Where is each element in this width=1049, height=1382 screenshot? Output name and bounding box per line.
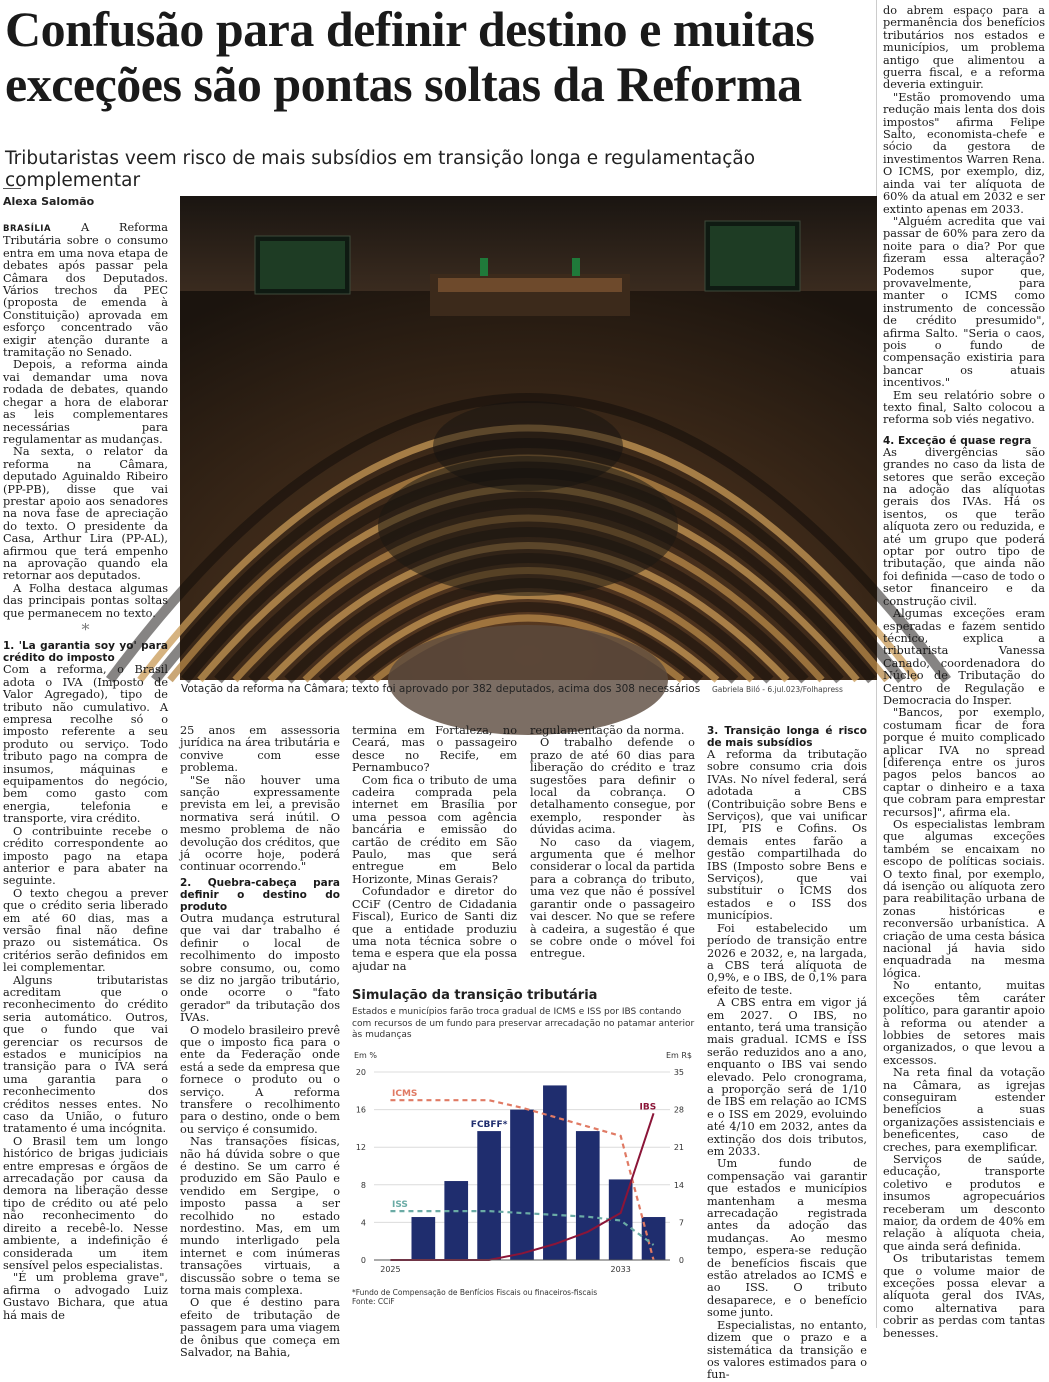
- right-tick-label: 14: [673, 1180, 684, 1190]
- right-tick-label: 28: [673, 1105, 684, 1115]
- paragraph: O Brasil tem um longo histórico de brigas judiciais entre empresas e órgãos de arrecadação por causa da demora na liberação desse tipo de crédito ou até pelo não reconhecimento do direito a recebê-lo. Nesse ambiente, a indefinição é considerada um item sensível pelos especialistas.: [3, 1134, 168, 1272]
- fcbff-bar: [411, 1217, 435, 1260]
- paragraph: Na sexta, o relator da reforma na Câmara, deputado Aguinaldo Ribeiro (PP-PB), disse que vai prestar apoio aos senadores na nova fase de apreciação do texto. O presidente da Casa, Arthur Lira (PP-AL), afirmou que terá empenho na aprovação quando ela retornar aos deputados.: [3, 445, 168, 583]
- left-tick-label: 20: [355, 1067, 366, 1077]
- paragraph: Um fundo de compensação vai garantir que estados e municípios mantenham a mesma arrecadação registrada antes da adoção das mudanças. Ao mesmo tempo, espera-se redução de benefícios fiscais que estão atrelados ao ICMS e ao ISS. O tributo desaparece, e o benefício some junto.: [707, 1157, 867, 1320]
- x-tick-label: 2025: [380, 1264, 401, 1274]
- paragraph: Outra mudança estrutural que vai dar trabalho é definir o local de recolhimento do imposto sobre consumo, ou, como se diz no jargão tributário, onde ocorre o "fato gerador" da tributação dos IVAs.: [180, 911, 340, 1025]
- chart-source: Fonte: CCiF: [352, 1296, 395, 1306]
- fcbff-bar: [609, 1179, 633, 1260]
- paragraph: Na reta final da votação na Câmara, as igrejas conseguiram estender benefícios a suas organizações assistenciais e beneficentes, caso de creches, para exemplificar.: [883, 1066, 1045, 1154]
- plenary-photo: [180, 196, 877, 680]
- dateline: BRASÍLIA: [3, 224, 52, 234]
- paragraph: O contribuinte recebe o crédito correspondente ao imposto pago na etapa anterior e para abater na seguinte.: [3, 824, 168, 888]
- chart-title: Simulação da transição tributária: [352, 988, 598, 1003]
- paragraph: Com fica o tributo de uma cadeira comprada pela internet em Brasília por uma pessoa com agência bancária e emissão do cartão de crédito em São Paulo, mas que será entregue em Belo Horizonte, Minas Gerais?: [352, 773, 517, 886]
- byline: Alexa Salomão: [3, 195, 95, 208]
- paragraph: As divergências são grandes no caso da lista de setores que serão exceção na adoção das alíquotas gerais dos IVAs. Há os isentos, os que terão alíquota zero ou reduzida, e até um grupo que poderá optar por outro tipo de tributação, que ainda não foi definida —caso de todo o setor financeiro e da construção civil.: [883, 445, 1045, 608]
- right-tick-label: 7: [678, 1217, 684, 1227]
- paragraph: Os especialistas lembram que algumas exceções também se encaixam no escopo de políticas sociais. O texto final, por exemplo, dá isenção ou alíquota zero para reabilitação urbana de zonas históricas e reconversão urbanística. A criação de uma cesta básica nacional já havia sido enquadrada na mesma lógica.: [883, 818, 1045, 980]
- paragraph: "É um problema grave", afirma o advogado Luiz Gustavo Bichara, que atua há mais de: [3, 1271, 168, 1322]
- text-column-2: [180, 724, 340, 1360]
- text-column-1: [3, 222, 168, 1326]
- text-column-4: [530, 725, 695, 985]
- byline-rule: [3, 188, 21, 189]
- paragraph: No caso da viagem, argumenta que é melhor considerar o local da partida para a cobrança do tributo, uma vez que não é possível garantir onde o passageiro vai descer. No que se refere à cadeira, a sugestão é que se cobre onde o móvel foi entregue.: [530, 835, 695, 961]
- left-tick-label: 16: [355, 1105, 366, 1115]
- icms-label: ICMS: [392, 1088, 418, 1099]
- chart-subtitle: Estados e municípios farão troca gradual de ICMS e ISS por IBS contando com recursos de um fundo para preservar arrecadação no patamar anterior às mudanças: [352, 1007, 695, 1040]
- text-column-6: [883, 4, 1045, 1340]
- left-tick-label: 12: [355, 1142, 366, 1152]
- paragraph: "Se não houver uma sanção expressamente prevista em lei, a previsão normativa será inútil. O mesmo problema de não devolução dos créditos, que já ocorre hoje, poderá continuar ocorrendo.": [180, 773, 340, 874]
- paragraph: Com a reforma, o Brasil adota o IVA (Imposto de Valor Agregado), tipo de tributo não cumulativo. A empresa recolhe só o imposto referente a seu produto ou serviço. Todo tributo pago na compra de insumos, máquinas e equipamentos do negócio, bem como gasto com energia, telefonia e transporte, vira crédito.: [3, 663, 168, 826]
- paragraph: Nas transações físicas, não há dúvida sobre o que é destino. Se um carro é produzido em São Paulo e vendido em Sergipe, o imposto passa a ser recolhido no estado nordestino. Mas, em um mundo interligado pela internet e com inúmeras transações virtuais, a discussão sobre o tema se torna mais complexa.: [180, 1135, 340, 1298]
- fcbff-bar: [543, 1085, 567, 1260]
- fcbff-bar: [510, 1109, 534, 1259]
- paragraph: "Bancos, por exemplo, costumam ficar de fora porque é muito complicado aplicar IVA no spread [diferença entre os juros pagos pelos bancos ao captar o dinheiro e a taxa que cobram para emprestar recursos]", afirma ela.: [883, 706, 1045, 819]
- paragraph: do abrem espaço para a permanência dos benefícios tributários nos estados e municípios, um problema antigo que alimentou a guerra fiscal, e a reforma deveria extinguir.: [883, 4, 1045, 92]
- section-heading-3: 3. Transição longa é risco de mais subsídios: [707, 725, 867, 749]
- section-separator: *: [81, 620, 90, 639]
- paragraph: regulamentação da norma.: [530, 724, 685, 737]
- paragraph: A reforma da tributação sobre consumo cria dois IVAs. No nível federal, será adotada a CBS (Contribuição sobre Bens e Serviços), que vai unificar IPI, PIS e Cofins. Os demais entes farão a gestão compartilhada do IBS (Imposto sobre Bens e Serviços), que vai substituir o ICMS dos estados e o ISS dos municípios.: [707, 748, 867, 923]
- paragraph: O texto chegou a prever que o crédito seria liberado em até 60 dias, mas a versão final não define prazo ou sistemática. Os critérios serão definidos em lei complementar.: [3, 886, 168, 975]
- text-column-3: [352, 725, 517, 985]
- paragraph: Cofundador e diretor do CCiF (Centro de Cidadania Fiscal), Eurico de Santi diz que a entidade produziu uma nota técnica sobre o tema e espera que ela possa ajudar na: [352, 885, 517, 973]
- text-column-5: [707, 722, 867, 1382]
- iss-label: ISS: [392, 1199, 408, 1210]
- headline: Confusão para definir destino e muitas exceções são pontas soltas da Reforma: [5, 1, 815, 112]
- right-axis-label: Em R$: [665, 1050, 692, 1060]
- paragraph: A Folha destaca algumas das principais pontas soltas que permanecem no texto.: [3, 581, 168, 620]
- left-tick-label: 8: [360, 1180, 366, 1190]
- left-axis-label: Em %: [354, 1050, 377, 1060]
- paragraph: Serviços de saúde, educação, transporte coletivo e produtos e insumos agropecuários receberam um desconto maior, da ordem de 40% em relação à alíquota cheia, que ainda será definida.: [883, 1152, 1045, 1253]
- left-tick-label: 0: [360, 1255, 366, 1265]
- paragraph: O que é destino para efeito de tributação de passagem para uma viagem de ônibus que começa em Salvador, na Bahia,: [180, 1296, 340, 1360]
- paragraph: termina em Fortaleza, no Ceará, mas o passageiro desce no Recife, em Pernambuco?: [352, 724, 517, 775]
- photo-credit: Gabriela Biló - 6.jul.023/Folhapress: [712, 685, 843, 694]
- ibs-label: IBS: [639, 1101, 657, 1112]
- right-tick-label: 35: [673, 1067, 684, 1077]
- left-tick-label: 4: [360, 1217, 366, 1227]
- fcbff-bar: [444, 1181, 468, 1260]
- section-heading-4: 4. Exceção é quase regra: [883, 434, 1032, 447]
- right-tick-label: 0: [678, 1255, 684, 1265]
- transition-chart: [352, 988, 697, 1318]
- paragraph: 25 anos em assessoria jurídica na área tributária e convive com esse problema.: [180, 724, 340, 775]
- fcbff-bar: [477, 1131, 501, 1260]
- fcbff-label: FCBFF*: [470, 1119, 508, 1130]
- plenary-photo-illustration: [180, 196, 877, 680]
- paragraph: O modelo brasileiro prevê que o imposto fica para o ente da Federação onde está a sede da empresa que fornece o produto ou o serviço. A reforma transfere o recolhimento para o destino, onde o bem ou serviço é consumido.: [180, 1023, 340, 1136]
- chart-plot: [352, 1048, 697, 1288]
- paragraph: Algumas exceções eram esperadas e fazem sentido técnico, explica a tributarista Vanessa Canado, coordenadora do Núcleo de Tributação do Centro de Regulação e Democracia do Insper.: [883, 607, 1045, 707]
- x-tick-label: 2033: [610, 1264, 631, 1274]
- paragraph: No entanto, muitas exceções têm caráter político, para garantir apoio à reforma ou atender a lobbies de setores mais organizados, o que levou a excessos.: [883, 979, 1045, 1067]
- paragraph: "Estão promovendo uma redução mais lenta dos dois impostos" afirma Felipe Salto, economista-chefe e sócio da gestora de investimentos Warren Rena. O ICMS, por exemplo, diz, ainda vai ter alíquota de 60% da atual em 2032 e ser extinto apenas em 2033.: [883, 90, 1045, 216]
- paragraph: Os tributaristas temem que o volume maior de exceções possa elevar a alíquota geral dos IVAs, como alternativa para cobrir as perdas com tantas benesses.: [883, 1252, 1045, 1340]
- chart-footnote: *Fundo de Compensação de Benfícios Fiscais ou finaceiros-fiscais: [352, 1287, 598, 1297]
- section-heading-1: 1. 'La garantia soy yo' para crédito do imposto: [3, 640, 168, 665]
- paragraph: Alguns tributaristas acreditam que o reconhecimento do crédito seria automático. Outros, que o fundo que vai gerenciar os recursos de estados e municípios na transição para o IVA será uma garantia para o reconhecimento dos créditos nesses entes. No caso da União, o futuro tratamento é uma incógnita.: [3, 973, 168, 1136]
- paragraph: A CBS entra em vigor já em 2027. O IBS, no entanto, terá uma transição mais gradual. ICMS e ISS serão reduzidos ano a ano, enquanto o IBS vai sendo elevado. Pelo cronograma, a proporção será de 1/10 de IBS em relação ao ICMS e o ISS em 2029, evoluindo até 4/10 em 2032, antes da extinção dos dois tributos, em 2033.: [707, 996, 867, 1158]
- paragraph: Especialistas, no entanto, dizem que o prazo e a sistemática da transição e os valores estimados para o fun-: [707, 1318, 867, 1382]
- paragraph: Foi estabelecido um período de transição entre 2026 e 2032, e, na largada, a CBS terá alíquota de 0,9%, e o IBS, de 0,1% para efeito de teste.: [707, 921, 867, 997]
- subheadline: Tributaristas veem risco de mais subsídios em transição longa e regulamentação complementar: [5, 148, 756, 191]
- fcbff-bar: [576, 1131, 600, 1260]
- photo-caption: Votação da reforma na Câmara; texto foi aprovado por 382 deputados, acima dos 308 necessários: [181, 683, 701, 695]
- paragraph: Em seu relatório sobre o texto final, Salto colocou a reforma sob viés negativo.: [883, 388, 1045, 427]
- paragraph: "Alguém acredita que vai passar de 60% para zero da noite para o dia? Por que fizeram essa alteração? Podemos supor que, provavelmente, para manter o ICMS como instrumento de concessão de crédito presumido", afirma Salto. "Seria o caos, pois o fundo de compensação existiria para bancar os atuais incentivos.": [883, 214, 1045, 390]
- right-tick-label: 21: [673, 1142, 684, 1152]
- paragraph: O trabalho defende o prazo de até 60 dias para liberação do crédito e traz sugestões para definir o local da cobrança. O detalhamento consegue, por exemplo, responder às dúvidas acima.: [530, 736, 695, 837]
- paragraph: Depois, a reforma ainda vai demandar uma nova rodada de debates, quando chegar a hora de elaborar as leis complementares necessárias para regulamentar as mudanças.: [3, 358, 168, 446]
- paragraph: BRASÍLIA A Reforma Tributária sobre o consumo entra em uma nova etapa de debates após passar pela Câmara dos Deputados. Vários trechos da PEC (proposta de emenda à Constituição) aprovada em esforço concentrado vão exigir atenção durante a tramitação no Senado.: [3, 221, 168, 360]
- section-heading-2: 2. Quebra-cabeça para definir o destino do produto: [180, 876, 340, 913]
